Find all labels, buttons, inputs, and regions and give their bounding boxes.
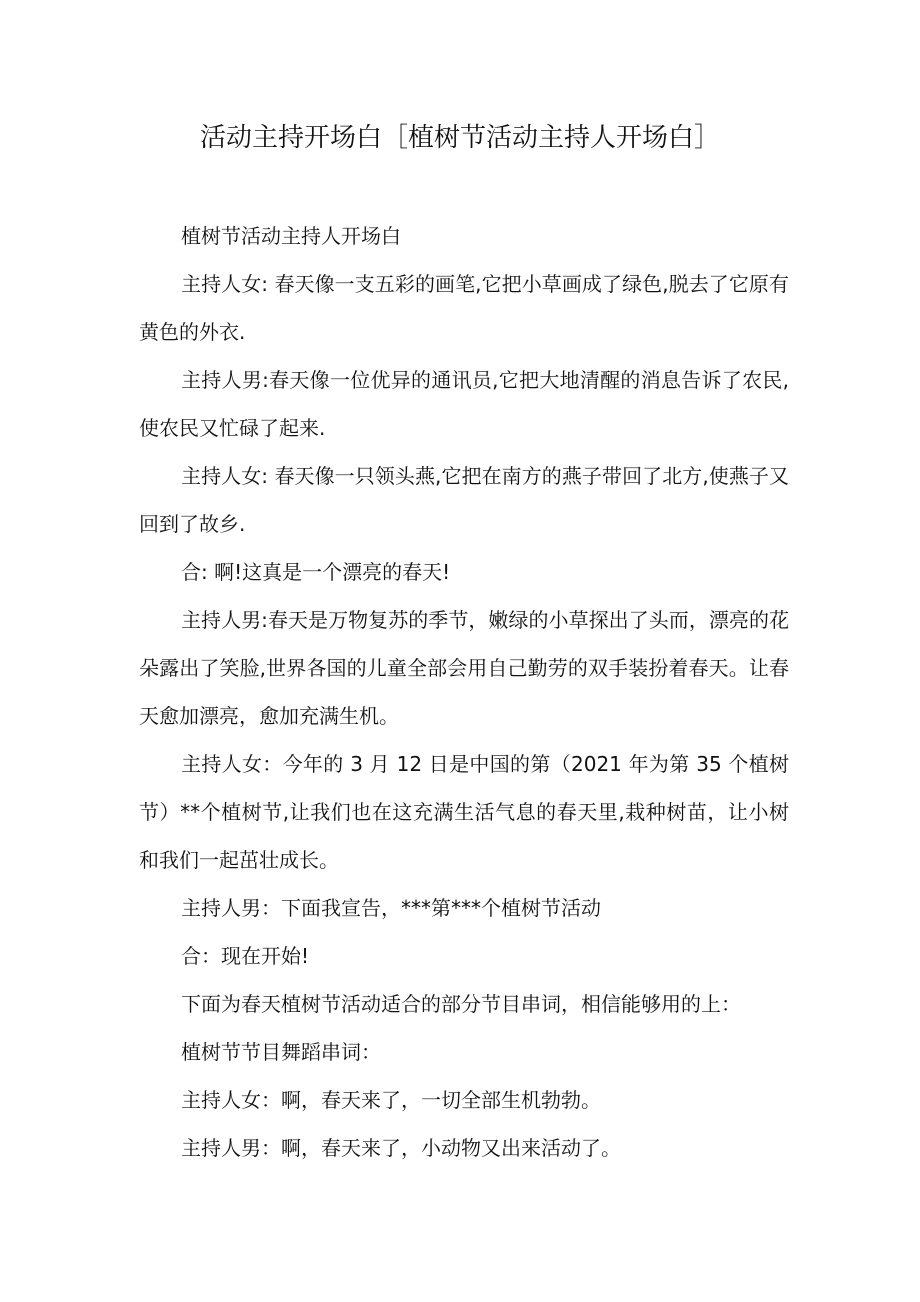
paragraph: 植树节活动主持人开场白 <box>181 224 401 248</box>
paragraph: 主持人女: 春天像一支五彩的画笔,它把小草画成了绿色,脱去了它原有黄色的外衣. <box>139 272 789 344</box>
paragraph: 主持人女：今年的 3 月 12 日是中国的第（2021 年为第 35 个植树节）**个植树节,让我们也在这充满生活气息的春天里,栽种树苗，让小树和我们一起茁壮成长。 <box>139 752 789 872</box>
document-title: 活动主持开场白［植树节活动主持人开场白］ <box>199 123 720 153</box>
paragraph: 主持人男:春天像一位优异的通讯员,它把大地清醒的消息告诉了农民,使农民又忙碌了起来. <box>139 368 789 440</box>
paragraph: 主持人女：啊，春天来了，一切全部生机勃勃。 <box>181 1088 601 1112</box>
paragraph: 植树节节目舞蹈串词： <box>181 1040 381 1064</box>
paragraph: 合: 啊!这真是一个漂亮的春天! <box>181 560 451 584</box>
paragraph: 下面为春天植树节活动适合的部分节目串词，相信能够用的上： <box>181 992 741 1016</box>
paragraph: 主持人女: 春天像一只领头燕,它把在南方的燕子带回了北方,使燕子又回到了故乡. <box>139 464 789 536</box>
document-body <box>139 212 789 1172</box>
paragraph: 主持人男：啊，春天来了，小动物又出来活动了。 <box>181 1136 621 1160</box>
paragraph: 主持人男：下面我宣告，***第***个植树节活动 <box>181 896 601 920</box>
paragraph: 主持人男:春天是万物复苏的季节，嫩绿的小草探出了头而，漂亮的花朵露出了笑脸,世界各国的儿童全部会用自己勤劳的双手装扮着春天。让春天愈加漂亮，愈加充满生机。 <box>139 608 789 728</box>
paragraph: 合：现在开始! <box>181 944 310 968</box>
